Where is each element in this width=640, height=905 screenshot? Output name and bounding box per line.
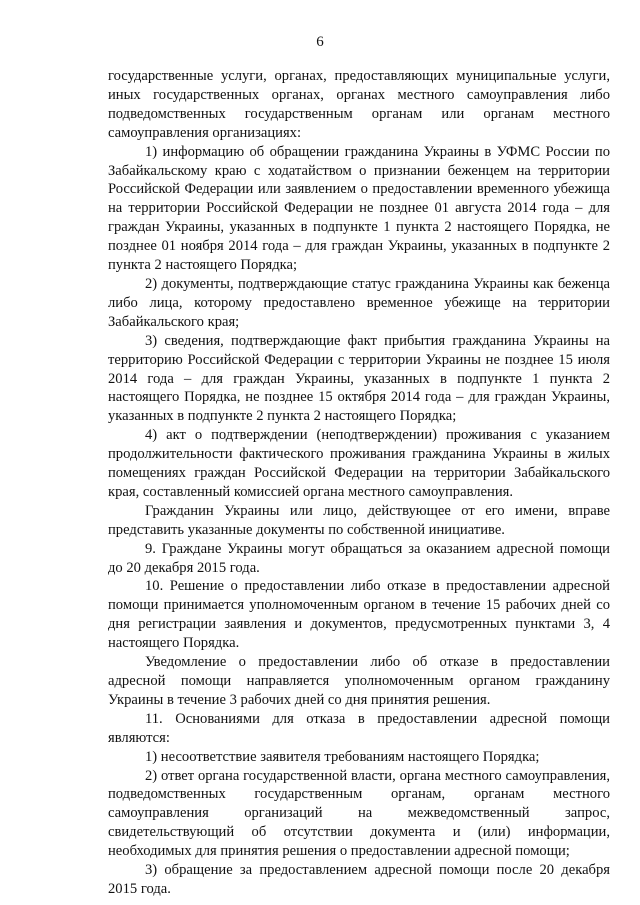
paragraph-notification: Уведомление о предоставлении либо об отказе в предоставлении адресной помощи направляется уполномоченным органом гражданину Украины в течение 3 рабочих дней со дня принятия решения. (108, 654, 610, 708)
paragraph-clause-9: 9. Граждане Украины могут обращаться за оказанием адресной помощи до 20 декабря 2015 года. (108, 540, 610, 576)
paragraph-refusal-2: 2) ответ органа государственной власти, органа местного самоуправления, подведомственных государственным органам, органам местного самоуправления организаций на межведомственный запрос, свидетельствующий об отсутствии документа и (или) информации, необходимых для принятия решения о предоставлении адресной помощи; (108, 767, 610, 860)
paragraph-item-3: 3) сведения, подтверждающие факт прибытия гражданина Украины на территорию Российской Федерации с территории Украины не позднее 15 июля 2014 года – для граждан Украины, указанных в подпункте 1 пункта 2 настоящего Порядка, не позднее 15 октября 2014 года – для граждан Украины, указанных в подпункте 2 пункта 2 настоящего Порядка; (108, 332, 610, 425)
paragraph-item-4: 4) акт о подтверждении (неподтверждении) проживания с указанием продолжительности фактического проживания гражданина Украины в жилых помещениях граждан Российской Федерации на территории Забайкальского края, составленный комиссией органа местного самоуправления. (108, 427, 610, 500)
paragraph-continuation: государственные услуги, органах, предоставляющих муниципальные услуги, иных государственных органах, органах местного самоуправления либо подведомственных государственным органам или органам местного самоуправления организациях: (108, 68, 610, 141)
paragraph-item-1: 1) информацию об обращении гражданина Украины в УФМС России по Забайкальскому краю с ходатайством о признании беженцем на территории Российской Федерации или заявлением о предоставлении временного убежища на территории Российской Федерации не позднее 01 августа 2014 года – для граждан Украины, указанных в подпункте 1 пункта 2 настоящего Порядка, не позднее 01 ноября 2014 года – для граждан Украины, указанных в подпункте 2 пункта 2 настоящего Порядка; (108, 143, 610, 274)
paragraph-clause-10: 10. Решение о предоставлении либо отказе в предоставлении адресной помощи принимается уполномоченным органом в течение 15 рабочих дней со дня регистрации заявления и документов, предусмотренных пунктами 3, 4 настоящего Порядка. (108, 578, 610, 652)
paragraph-refusal-3: 3) обращение за предоставлением адресной помощи после 20 декабря 2015 года. (108, 862, 610, 897)
document-body (108, 67, 610, 899)
paragraph-clause-11: 11. Основаниями для отказа в предоставлении адресной помощи являются: (108, 710, 610, 746)
paragraph-refusal-1: 1) несоответствие заявителя требованиям настоящего Порядка; (145, 748, 540, 765)
page-number: 6 (316, 34, 324, 50)
paragraph-item-2: 2) документы, подтверждающие статус гражданина Украины как беженца либо лица, которому предоставлено временное убежище на территории Забайкальского края; (108, 275, 610, 330)
paragraph-own-initiative: Гражданин Украины или лицо, действующее от его имени, вправе представить указанные документы по собственной инициативе. (108, 502, 610, 538)
